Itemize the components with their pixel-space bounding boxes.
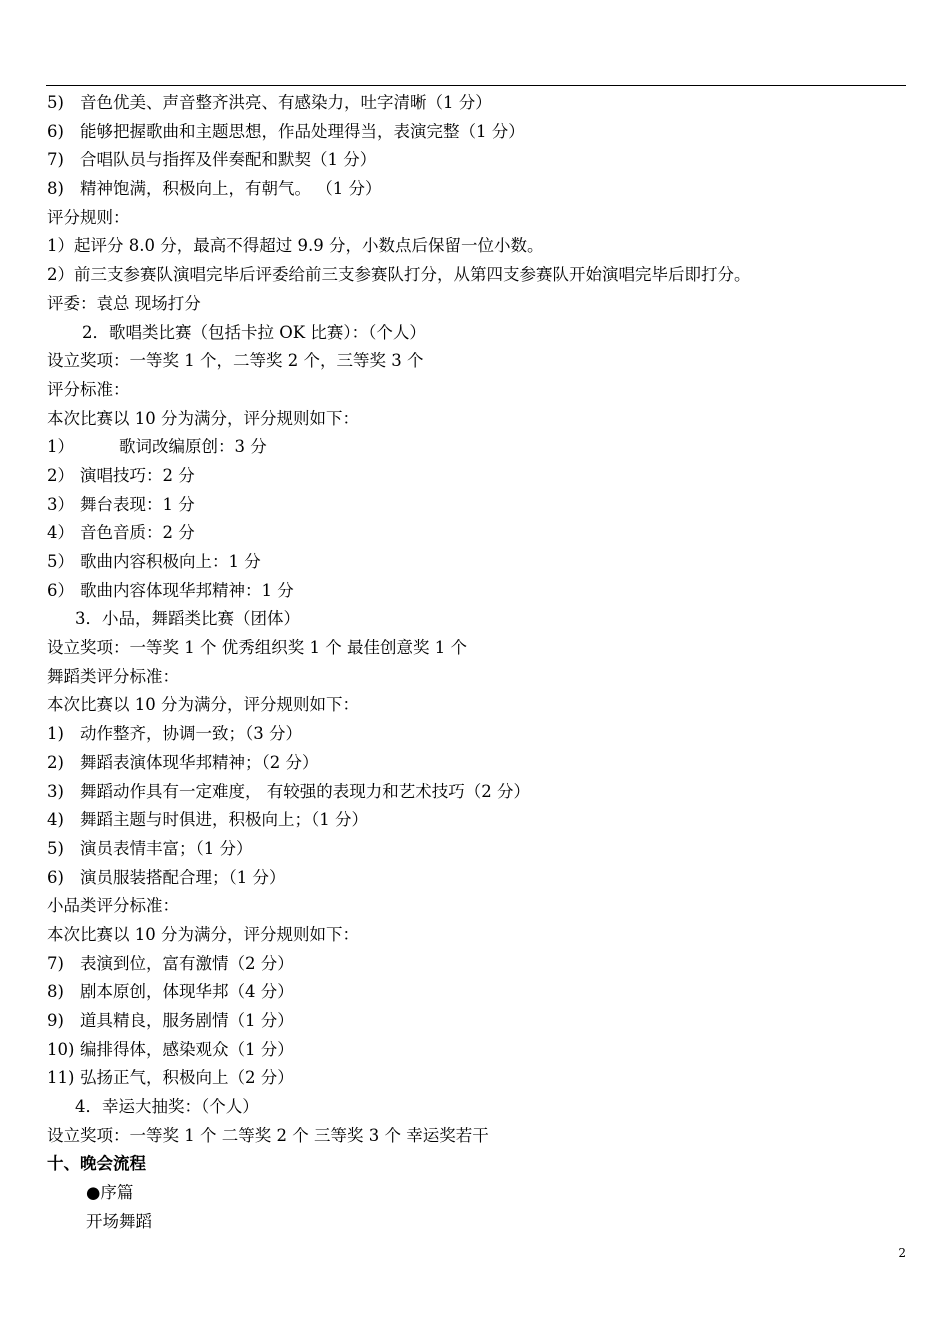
dance-criteria-item — [47, 720, 907, 749]
skit-intro: 本次比赛以 10 分为满分，评分规则如下： — [47, 924, 359, 944]
skit-criteria-item — [47, 950, 907, 979]
list-item-number: 5） — [47, 552, 74, 571]
skit-criteria-item — [47, 1064, 907, 1093]
list-item-number: 7) — [47, 953, 64, 973]
list-item-number: 10) — [47, 1039, 75, 1059]
list-item-text: 演员表情丰富；（1 分） — [80, 838, 253, 858]
chorus-criteria-item — [47, 89, 907, 118]
skit-criteria-item — [47, 978, 907, 1007]
list-item-text: 歌曲内容积极向上：1 分 — [80, 552, 261, 571]
chorus-criteria-item — [47, 146, 907, 175]
dance-criteria-item — [47, 806, 907, 835]
singing-criteria-item — [47, 491, 907, 520]
page-number: 2 — [898, 1246, 906, 1260]
list-item-number: 3) — [47, 781, 64, 801]
dance-criteria-list — [47, 720, 907, 892]
list-item-number: 4) — [47, 810, 64, 830]
list-item-text: 动作整齐，协调一致；（3 分） — [80, 724, 302, 744]
list-item-text: 道具精良，服务剧情（1 分） — [80, 1011, 294, 1030]
list-item-number: 3） — [47, 494, 74, 514]
dance-criteria-item — [47, 835, 907, 864]
section-4-title: 4．幸运大抽奖：（个人） — [75, 1097, 259, 1117]
list-item-text: 舞蹈动作具有一定难度， 有较强的表现力和艺术技巧（2 分） — [80, 781, 530, 801]
section-2-intro: 本次比赛以 10 分为满分，评分规则如下： — [47, 408, 359, 428]
list-item-number: 8) — [47, 179, 64, 199]
list-item-text: 舞台表现：1 分 — [80, 494, 195, 514]
header-rule — [46, 85, 906, 86]
scoring-rule-1: 1）起评分 8.0 分，最高不得超过 9.9 分，小数点后保留一位小数。 — [47, 236, 544, 256]
judges-line: 评委：袁总 现场打分 — [47, 293, 201, 313]
list-item-text: 剧本原创，体现华邦（4 分） — [80, 982, 294, 1002]
section-3-awards: 设立奖项：一等奖 1 个 优秀组织奖 1 个 最佳创意奖 1 个 — [47, 638, 467, 658]
prelude-item: ●序篇 — [86, 1183, 134, 1203]
list-item-text: 合唱队员与指挥及伴奏配和默契（1 分） — [80, 150, 377, 170]
dance-intro: 本次比赛以 10 分为满分，评分规则如下： — [47, 695, 359, 715]
scoring-rule-2: 2）前三支参赛队演唱完毕后评委给前三支参赛队打分，从第四支参赛队开始演唱完毕后即打分。 — [47, 265, 751, 285]
skit-criteria-title: 小品类评分标准： — [47, 896, 179, 916]
list-item-text: 演员服装搭配合理；（1 分） — [80, 867, 286, 887]
skit-criteria-list — [47, 950, 907, 1093]
list-item-text: 音色优美、声音整齐洪亮、有感染力，吐字清晰（1 分） — [80, 93, 492, 112]
singing-criteria-item — [47, 433, 907, 462]
list-item-text: 弘扬正气，积极向上（2 分） — [80, 1068, 294, 1088]
chorus-criteria-list — [47, 89, 907, 204]
list-item-number: 4） — [47, 523, 74, 543]
section-4-awards: 设立奖项：一等奖 1 个 二等奖 2 个 三等奖 3 个 幸运奖若干 — [47, 1125, 489, 1145]
list-item-text: 舞蹈主题与时俱进，积极向上；（1 分） — [80, 810, 368, 830]
page-content — [47, 89, 907, 1237]
chorus-criteria-item — [47, 118, 907, 147]
dance-criteria-item — [47, 778, 907, 807]
list-item-number: 2) — [47, 752, 64, 772]
list-item-number: 6） — [47, 580, 74, 600]
list-item-text: 歌曲内容体现华邦精神：1 分 — [80, 580, 294, 600]
list-item-text: 精神饱满，积极向上，有朝气。 （1 分） — [80, 179, 382, 199]
singing-criteria-list — [47, 433, 907, 605]
list-item-number: 11) — [47, 1068, 75, 1088]
section-2-awards: 设立奖项：一等奖 1 个，二等奖 2 个，三等奖 3 个 — [47, 351, 424, 371]
list-item-number: 2） — [47, 465, 74, 485]
opening-dance-item: 开场舞蹈 — [86, 1211, 152, 1231]
list-item-number: 5) — [47, 93, 64, 112]
list-item-number: 6) — [47, 121, 64, 141]
list-item-text: 舞蹈表演体现华邦精神；（2 分） — [80, 752, 319, 772]
list-item-text: 编排得体，感染观众（1 分） — [80, 1039, 294, 1059]
list-item-text: 表演到位，富有激情（2 分） — [80, 953, 294, 973]
section-3-title: 3．小品，舞蹈类比赛（团体） — [75, 609, 300, 629]
section-10-heading: 十、晚会流程 — [47, 1154, 146, 1174]
section-2-criteria-title: 评分标准： — [47, 379, 130, 399]
dance-criteria-item — [47, 864, 907, 893]
list-item-text: 歌词改编原创：3 分 — [119, 437, 267, 457]
skit-criteria-item — [47, 1007, 907, 1036]
list-item-number: 9) — [47, 1011, 64, 1030]
skit-criteria-item — [47, 1036, 907, 1065]
singing-criteria-item — [47, 462, 907, 491]
list-item-number: 6) — [47, 867, 64, 887]
list-item-number: 8) — [47, 982, 64, 1002]
list-item-text: 演唱技巧：2 分 — [80, 465, 195, 485]
singing-criteria-item — [47, 577, 907, 606]
list-item-number: 1) — [47, 724, 64, 744]
scoring-rules-title: 评分规则： — [47, 207, 130, 227]
section-2-title: 2．歌唱类比赛（包括卡拉 OK 比赛）：（个人） — [82, 322, 426, 342]
dance-criteria-item — [47, 749, 907, 778]
singing-criteria-item — [47, 548, 907, 577]
list-item-number: 5) — [47, 838, 64, 858]
list-item-number: 7) — [47, 150, 64, 170]
list-item-number: 1） — [47, 437, 74, 457]
dance-criteria-title: 舞蹈类评分标准： — [47, 666, 179, 686]
chorus-criteria-item — [47, 175, 907, 204]
list-item-text: 音色音质：2 分 — [80, 523, 195, 543]
singing-criteria-item — [47, 519, 907, 548]
list-item-text: 能够把握歌曲和主题思想，作品处理得当，表演完整（1 分） — [80, 121, 525, 141]
